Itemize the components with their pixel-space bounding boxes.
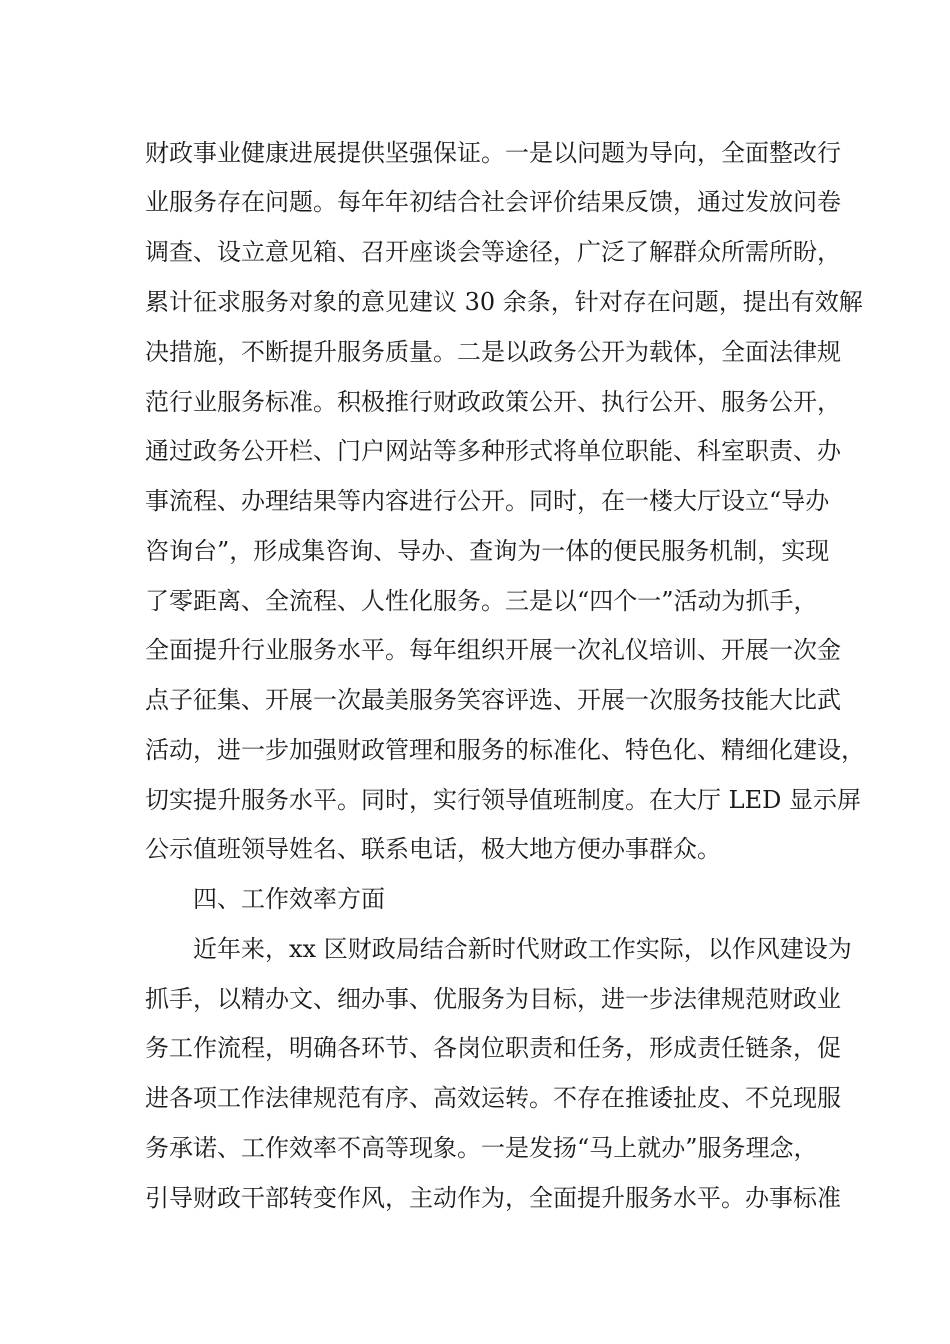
paragraph-line: 累计征求服务对象的意见建议 30 余条，针对存在问题，提出有效解 xyxy=(145,288,863,316)
paragraph-line: 决措施，不断提升服务质量。二是以政务公开为载体，全面法律规 xyxy=(145,338,841,366)
paragraph-line: 财政事业健康进展提供坚强保证。一是以问题为导向，全面整改行 xyxy=(145,139,841,167)
paragraph-line: 范行业服务标准。积极推行财政政策公开、执行公开、服务公开， xyxy=(145,388,841,416)
paragraph-line: 进各项工作法律规范有序、高效运转。不存在推诿扯皮、不兑现服 xyxy=(145,1084,841,1112)
paragraph-line: 活动，进一步加强财政管理和服务的标准化、特色化、精细化建设， xyxy=(145,736,865,764)
paragraph-line: 通过政务公开栏、门户网站等多种形式将单位职能、科室职责、办 xyxy=(145,437,841,465)
paragraph-line: 务工作流程，明确各环节、各岗位职责和任务，形成责任链条，促 xyxy=(145,1034,841,1062)
paragraph-line: 调查、设立意见箱、召开座谈会等途径，广泛了解群众所需所盼， xyxy=(145,238,841,266)
section-heading: 四、工作效率方面 xyxy=(193,885,385,913)
paragraph-line: 事流程、办理结果等内容进行公开。同时，在一楼大厅设立“导办 xyxy=(145,487,830,515)
paragraph-line: 近年来，xx 区财政局结合新时代财政工作实际，以作风建设为 xyxy=(193,935,852,963)
paragraph-line: 公示值班领导姓名、联系电话，极大地方便办事群众。 xyxy=(145,835,721,863)
paragraph-line: 引导财政干部转变作风，主动作为，全面提升服务水平。办事标准 xyxy=(145,1184,841,1212)
paragraph-line: 咨询台”，形成集咨询、导办、查询为一体的便民服务机制，实现 xyxy=(145,537,830,565)
paragraph-line: 了零距离、全流程、人性化服务。三是以“四个一”活动为抓手， xyxy=(145,587,818,615)
paragraph-line: 抓手，以精办文、细办事、优服务为目标，进一步法律规范财政业 xyxy=(145,985,841,1013)
paragraph-line: 务承诺、工作效率不高等现象。一是发扬“马上就办”服务理念， xyxy=(145,1134,818,1162)
paragraph-line: 全面提升行业服务水平。每年组织开展一次礼仪培训、开展一次金 xyxy=(145,636,841,664)
paragraph-line: 业服务存在问题。每年年初结合社会评价结果反馈，通过发放问卷 xyxy=(145,188,841,216)
paragraph-line: 点子征集、开展一次最美服务笑容评选、开展一次服务技能大比武 xyxy=(145,686,841,714)
paragraph-line: 切实提升服务水平。同时，实行领导值班制度。在大厅 LED 显示屏 xyxy=(145,786,861,814)
